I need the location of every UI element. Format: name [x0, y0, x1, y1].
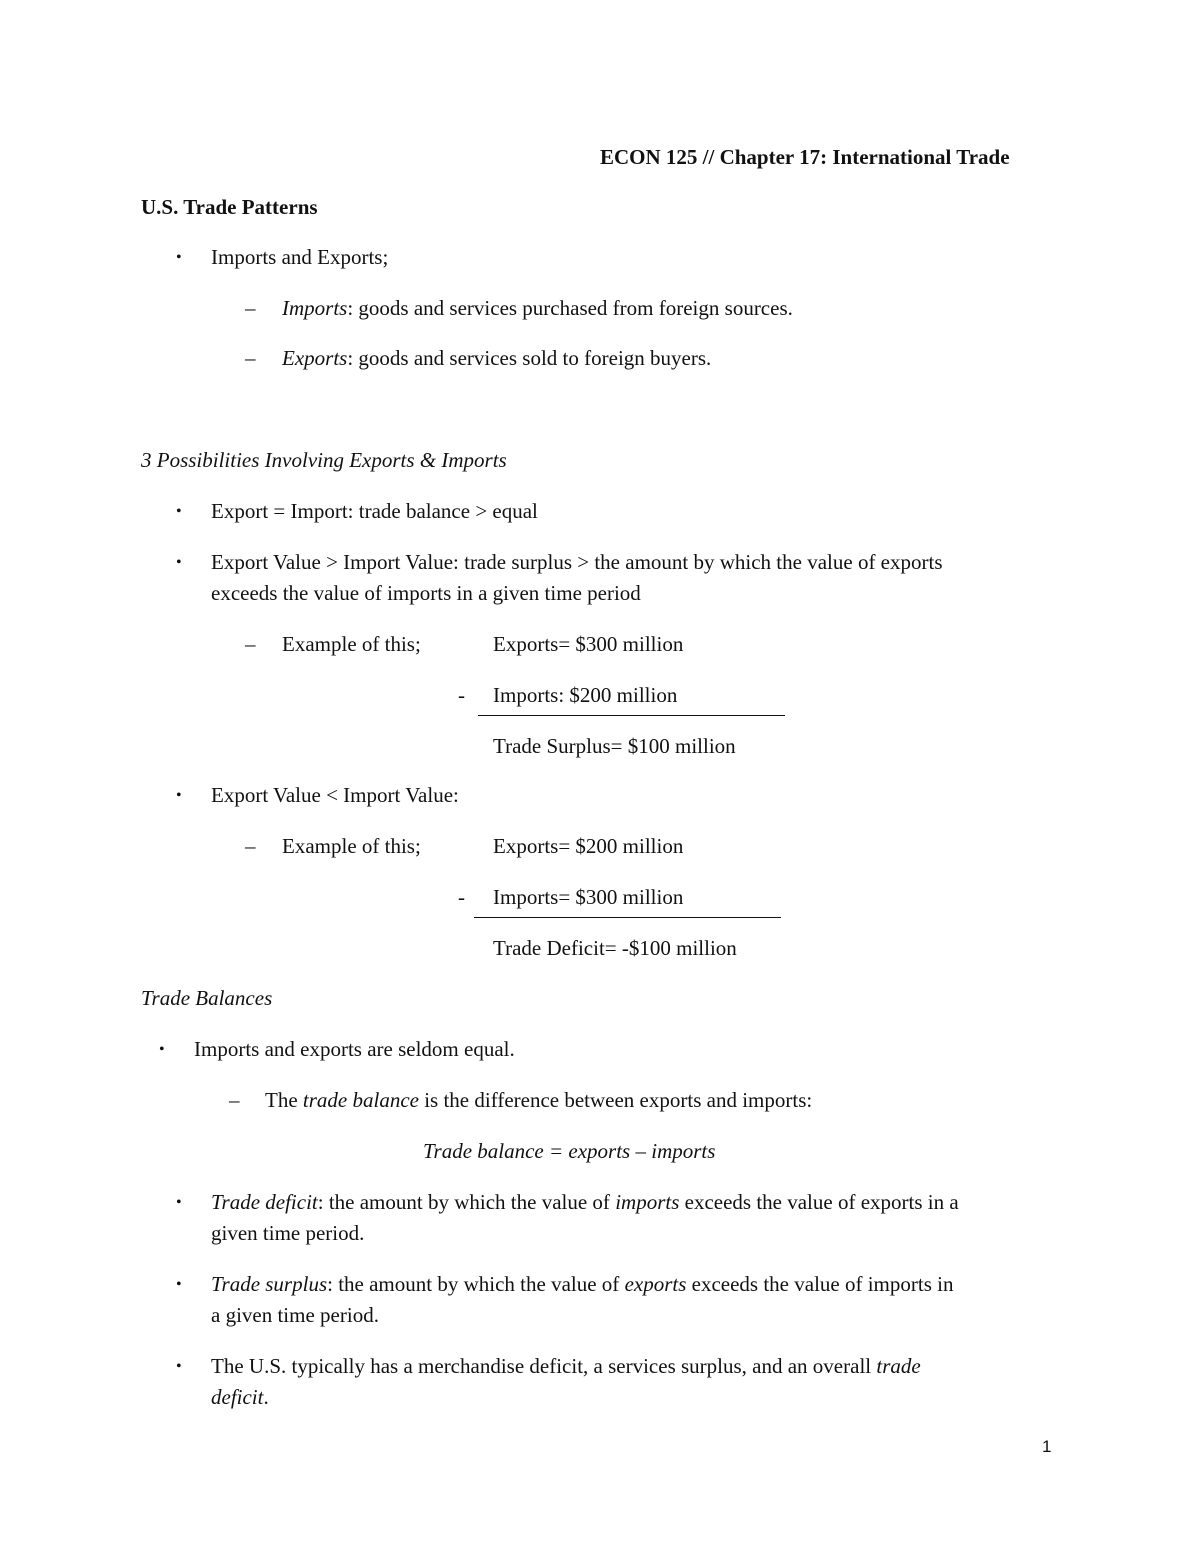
bullet-seldom-equal: Imports and exports are seldom equal.: [194, 1037, 515, 1061]
example2-imports: Imports= $300 million: [493, 885, 684, 909]
us-trade-statement-line2: [211, 1387, 269, 1408]
text-fragment: exceeds the value of exports in a: [679, 1190, 959, 1214]
text-fragment: : the amount by which the value of: [327, 1272, 625, 1296]
bullet-icon: •: [176, 1194, 182, 1211]
trade-balance-definition: [265, 1090, 812, 1111]
page-number: 1: [1042, 1437, 1052, 1456]
bullet-icon: •: [176, 787, 182, 804]
subtraction-rule: [478, 715, 785, 716]
section-heading-trade-balances: Trade Balances: [141, 986, 273, 1010]
term-trade-balance: trade balance: [302, 1088, 419, 1112]
section-heading-possibilities: 3 Possibilities Involving Exports & Imports: [141, 448, 507, 472]
bullet-export-greater-line1: Export Value > Import Value: trade surplus > the amount by which the value of exports: [211, 550, 943, 574]
section-heading-trade-patterns: U.S. Trade Patterns: [141, 195, 318, 219]
example2-exports: Exports= $200 million: [493, 834, 684, 858]
text-fragment: exceeds the value of imports in: [686, 1272, 954, 1296]
emphasis-imports: imports: [615, 1190, 680, 1214]
emphasis-deficit: deficit: [211, 1385, 264, 1409]
bullet-icon: •: [176, 1358, 182, 1375]
emphasis-exports: exports: [624, 1272, 687, 1296]
bullet-icon: •: [159, 1041, 165, 1058]
minus-sign: -: [458, 885, 465, 909]
definition-imports-text: : goods and services purchased from foreign sources.: [347, 296, 793, 320]
example-label: Example of this;: [282, 834, 421, 858]
text-fragment: .: [263, 1385, 269, 1409]
definition-imports: [282, 298, 793, 319]
dash-icon: –: [245, 296, 256, 320]
page-title: ECON 125 // Chapter 17: International Trade: [600, 145, 1010, 169]
dash-icon: –: [245, 346, 256, 370]
bullet-icon: •: [176, 249, 182, 266]
definition-exports: [282, 348, 711, 369]
example1-exports: Exports= $300 million: [493, 632, 684, 656]
emphasis-trade: trade: [876, 1354, 921, 1378]
subtraction-rule: [474, 917, 781, 918]
term-trade-surplus: Trade surplus: [211, 1272, 328, 1296]
trade-surplus-definition-line2: a given time period.: [211, 1303, 379, 1327]
minus-sign: -: [458, 683, 465, 707]
trade-surplus-definition: [211, 1274, 953, 1295]
trade-deficit-definition-line2: given time period.: [211, 1221, 365, 1245]
example1-result: Trade Surplus= $100 million: [493, 734, 736, 758]
dash-icon: –: [245, 834, 256, 858]
dash-icon: –: [245, 632, 256, 656]
us-trade-statement: [211, 1356, 921, 1377]
text-fragment: The: [265, 1088, 303, 1112]
bullet-export-equals-import: Export = Import: trade balance > equal: [211, 499, 538, 523]
example1-imports: Imports: $200 million: [493, 683, 678, 707]
bullet-export-greater-line2: exceeds the value of imports in a given time period: [211, 581, 641, 605]
trade-deficit-definition: [211, 1192, 959, 1213]
term-exports: Exports: [282, 346, 348, 370]
example2-result: Trade Deficit= -$100 million: [493, 936, 737, 960]
definition-exports-text: : goods and services sold to foreign buyers.: [347, 346, 712, 370]
text-fragment: The U.S. typically has a merchandise deficit, a services surplus, and an overall: [211, 1354, 877, 1378]
bullet-icon: •: [176, 503, 182, 520]
bullet-imports-exports: Imports and Exports;: [211, 245, 389, 269]
term-imports: Imports: [282, 296, 348, 320]
dash-icon: –: [229, 1088, 240, 1112]
bullet-icon: •: [176, 554, 182, 571]
text-fragment: is the difference between exports and imports:: [418, 1088, 813, 1112]
term-trade-deficit: Trade deficit: [211, 1190, 318, 1214]
bullet-export-less: Export Value < Import Value:: [211, 783, 459, 807]
example-label: Example of this;: [282, 632, 421, 656]
trade-balance-formula: Trade balance = exports – imports: [423, 1139, 716, 1163]
bullet-icon: •: [176, 1276, 182, 1293]
text-fragment: : the amount by which the value of: [317, 1190, 616, 1214]
